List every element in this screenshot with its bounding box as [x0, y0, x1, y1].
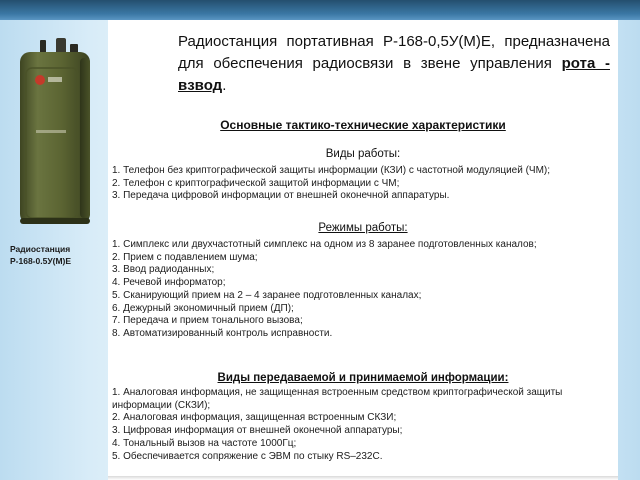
operating-modes-list — [112, 239, 612, 341]
top-bar — [0, 0, 640, 20]
intro-period: . — [222, 77, 227, 94]
intro-paragraph — [178, 31, 610, 97]
list-item: 1. Аналоговая информация, не защищенная встроенным средством криптографической защиты информации (СКЗИ); — [112, 387, 563, 411]
main-content-card — [108, 20, 618, 480]
operating-modes-heading: Режимы работы: — [318, 222, 408, 234]
work-modes-heading: Виды работы: — [325, 148, 401, 160]
intro-highlight: рота - взвод — [178, 55, 610, 94]
list-item: 4. Речевой информатор; — [112, 277, 226, 289]
list-item: 8. Автоматизированный контроль исправности. — [112, 327, 333, 339]
device-panel — [0, 20, 108, 480]
device-caption-line-2: Р-168-0.5У(М)Е — [10, 256, 72, 266]
card-shadow — [108, 476, 618, 480]
list-item: 4. Тональный вызов на частоте 1000Гц; — [112, 437, 297, 449]
list-item: 5. Обеспечивается сопряжение с ЭВМ по стыку RS–232С. — [112, 450, 383, 462]
list-item: 3. Передача цифровой информации от внешней оконечной аппаратуры. — [112, 190, 450, 202]
device-caption — [10, 243, 110, 267]
list-item: 2. Телефон с криптографической защитой информации с ЧМ; — [112, 177, 400, 189]
main-title: Основные тактико-технические характеристики — [220, 118, 506, 132]
list-item: 3. Ввод радиоданных; — [112, 264, 215, 276]
radio-device-image — [10, 38, 100, 228]
list-item: 2. Прием с подавлением шума; — [112, 251, 258, 263]
info-types-list — [112, 387, 612, 463]
list-item: 6. Дежурный экономичный прием (ДП); — [112, 302, 294, 314]
list-item: 5. Сканирующий прием на 2 – 4 заранее подготовленных каналах; — [112, 289, 422, 301]
intro-text: Радиостанция портативная Р-168-0,5У(М)Е, предназначена для обеспечения радиосвязи в звене управления — [178, 33, 610, 72]
list-item: 3. Цифровая информация от внешней оконечной аппаратуры; — [112, 425, 403, 437]
list-item: 7. Передача и прием тонального вызова; — [112, 315, 303, 327]
list-item: 2. Аналоговая информация, защищенная встроенным СКЗИ; — [112, 412, 397, 424]
list-item: 1. Симплекс или двухчастотный симплекс на одном из 8 заранее подготовленных каналов; — [112, 239, 537, 250]
device-caption-line-1: Радиостанция — [10, 244, 71, 254]
work-modes-list — [112, 165, 612, 203]
list-item: 1. Телефон без криптографической защиты информации (КЗИ) с частотной модуляцией (ЧМ); — [112, 165, 551, 176]
info-types-heading: Виды передаваемой и принимаемой информации: — [217, 372, 509, 384]
